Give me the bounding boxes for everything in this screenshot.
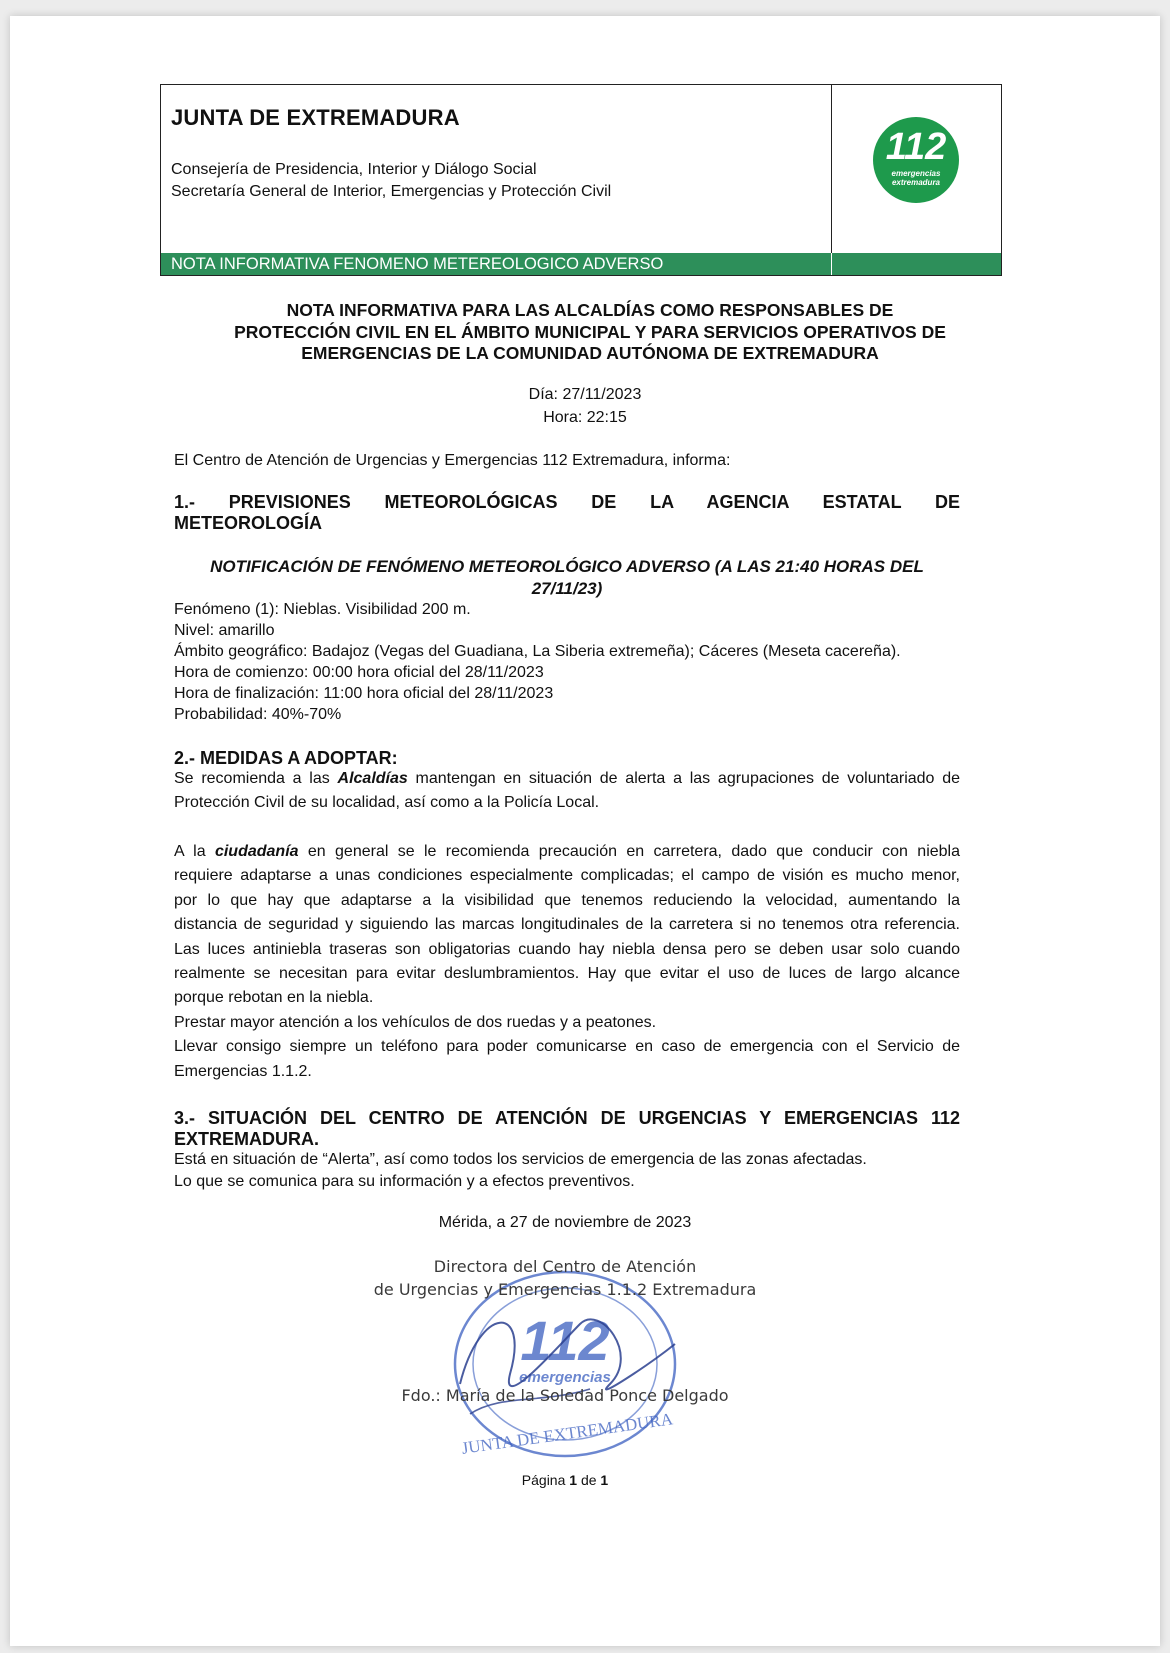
date-day: Día: 27/11/2023	[528, 386, 642, 403]
title-line-2: PROTECCIÓN CIVIL EN EL ÁMBITO MUNICIPAL Y PARA SERVICIOS OPERATIVOS DE	[234, 321, 946, 342]
signatory-title-1: Directora del Centro de Atención	[433, 1257, 697, 1276]
paragraph-ciudadania-line-4: distancia de seguridad y siguiendo las marcas longitudinales de la carretera si no tenemos otra referencia.	[174, 916, 960, 934]
header-left-cell	[161, 85, 832, 253]
title-line-1: NOTA INFORMATIVA PARA LAS ALCALDÍAS COMO RESPONSABLES DE	[286, 300, 894, 320]
paragraph-telephone-line-1: Llevar consigo siempre un teléfono para poder comunicarse en caso de emergencia con el Servicio de	[174, 1038, 960, 1056]
section-3-heading-line-2: EXTREMADURA.	[174, 1129, 320, 1149]
detail-start-time: Hora de comienzo: 00:00 hora oficial del 28/11/2023	[174, 664, 544, 681]
page-of: de	[577, 1472, 601, 1488]
page-current: 1	[569, 1472, 578, 1488]
notification-title-line-1: NOTIFICACIÓN DE FENÓMENO METEOROLÓGICO ADVERSO (A LAS 21:40 HORAS DEL	[210, 557, 924, 576]
detail-probability: Probabilidad: 40%-70%	[174, 706, 342, 723]
paragraph-ciudadania-line-7: porque rebotan en la niebla.	[174, 989, 374, 1007]
paragraph-ciudadania-line-3: por lo que hay que adaptarse a la visibilidad que tenemos reduciendo la velocidad, aumentando la	[174, 891, 960, 909]
p2-emphasis: ciudadanía	[214, 843, 299, 860]
p1-text-b: mantengan en situación de alerta a las agrupaciones de voluntariado de	[407, 770, 960, 787]
stamp-bottom-text: JUNTA DE EXTREMADURA	[460, 1409, 675, 1458]
document-page	[10, 16, 1160, 1646]
paragraph-ciudadania-line-1	[174, 840, 960, 864]
main-title	[170, 300, 1010, 365]
paragraph-telephone-line-2: Emergencias 1.1.2.	[174, 1062, 312, 1080]
signatory-title-2: de Urgencias y Emergencias 1.1.2 Extremadura	[373, 1280, 757, 1299]
date-hour: Hora: 22:15	[543, 409, 627, 426]
logo-number: 112	[885, 126, 947, 168]
department-line-2: Secretaría General de Interior, Emergencias y Protección Civil	[171, 183, 612, 200]
logo-text-2: extremadura	[891, 178, 941, 187]
paragraph-ciudadania-line-2: requiere adaptarse a unas condiciones especialmente complicadas; el campo de visión es mucho menor,	[174, 867, 960, 885]
notification-title-line-2: 27/11/23)	[531, 579, 603, 598]
paragraph-ciudadania-line-6: realmente se necesitan para evitar deslumbramientos. Hay que evitar el uso de luces de largo alcance	[174, 965, 960, 983]
title-line-3: EMERGENCIAS DE LA COMUNIDAD AUTÓNOMA DE EXTREMADURA	[301, 343, 879, 363]
header-band-text: NOTA INFORMATIVA FENOMENO METEREOLOGICO ADVERSO	[171, 255, 664, 273]
section-1-heading-line-2: METEOROLOGÍA	[174, 513, 322, 533]
paragraph-alcaldias-line-1	[174, 767, 960, 791]
section-1-heading-line-1: 1.- PREVISIONES METEOROLÓGICAS DE LA AGENCIA ESTATAL DE	[174, 492, 960, 512]
emergencias-112-logo	[873, 117, 959, 203]
p1-emphasis: Alcaldías	[337, 770, 408, 787]
section-3-status: Está en situación de “Alerta”, así como todos los servicios de emergencia de las zonas afectadas.	[174, 1151, 867, 1168]
detail-geographic-scope: Ámbito geográfico: Badajoz (Vegas del Guadiana, La Siberia extremeña); Cáceres (Meseta cacereña).	[174, 643, 901, 660]
stamp-number: 112	[520, 1309, 610, 1372]
intro-text: El Centro de Atención de Urgencias y Emergencias 112 Extremadura, informa:	[174, 452, 731, 469]
section-3-closing: Lo que se comunica para su información y a efectos preventivos.	[174, 1173, 635, 1190]
header-logo-cell	[831, 85, 1001, 253]
detail-phenomenon: Fenómeno (1): Nieblas. Visibilidad 200 m.	[174, 601, 471, 618]
section-3-heading-line-1: 3.- SITUACIÓN DEL CENTRO DE ATENCIÓN DE URGENCIAS Y EMERGENCIAS 112	[174, 1108, 960, 1128]
paragraph-ciudadania-line-5: Las luces antiniebla traseras son obligatorias cuando hay niebla densa pero se deben usar solo cuando	[174, 940, 960, 958]
paragraph-alcaldias	[174, 767, 960, 816]
section-1-heading	[174, 492, 960, 534]
stamp-word: emergencias	[519, 1369, 611, 1386]
section-2-heading: 2.- MEDIDAS A ADOPTAR:	[174, 748, 398, 768]
department-line-1: Consejería de Presidencia, Interior y Diálogo Social	[171, 161, 537, 178]
band-divider	[831, 253, 832, 275]
detail-level: Nivel: amarillo	[174, 622, 275, 639]
logo-text-1: emergencias	[891, 169, 941, 178]
p1-text-a: Se recomienda a las	[174, 770, 338, 787]
signatory-name: Fdo.: María de la Soledad Ponce Delgado	[401, 1386, 729, 1405]
header-band	[161, 253, 1001, 275]
page-total: 1	[600, 1472, 609, 1488]
place-and-date: Mérida, a 27 de noviembre de 2023	[438, 1214, 692, 1231]
paragraph-two-wheels: Prestar mayor atención a los vehículos de dos ruedas y a peatones.	[174, 1013, 657, 1031]
p2-text-b: en general se le recomienda precaución en carretera, dado que conducir con niebla	[298, 843, 961, 860]
detail-end-time: Hora de finalización: 11:00 hora oficial del 28/11/2023	[174, 685, 554, 702]
p2-text-a: A la	[174, 843, 215, 860]
page-number	[10, 1472, 1120, 1488]
paragraph-alcaldias-line-2: Protección Civil de su localidad, así como a la Policía Local.	[174, 794, 600, 812]
page-label: Página	[521, 1472, 570, 1488]
organization-name: JUNTA DE EXTREMADURA	[171, 105, 460, 130]
document-header	[160, 84, 1002, 276]
paragraph-ciudadania	[174, 840, 960, 1084]
section-3-heading	[174, 1108, 960, 1150]
